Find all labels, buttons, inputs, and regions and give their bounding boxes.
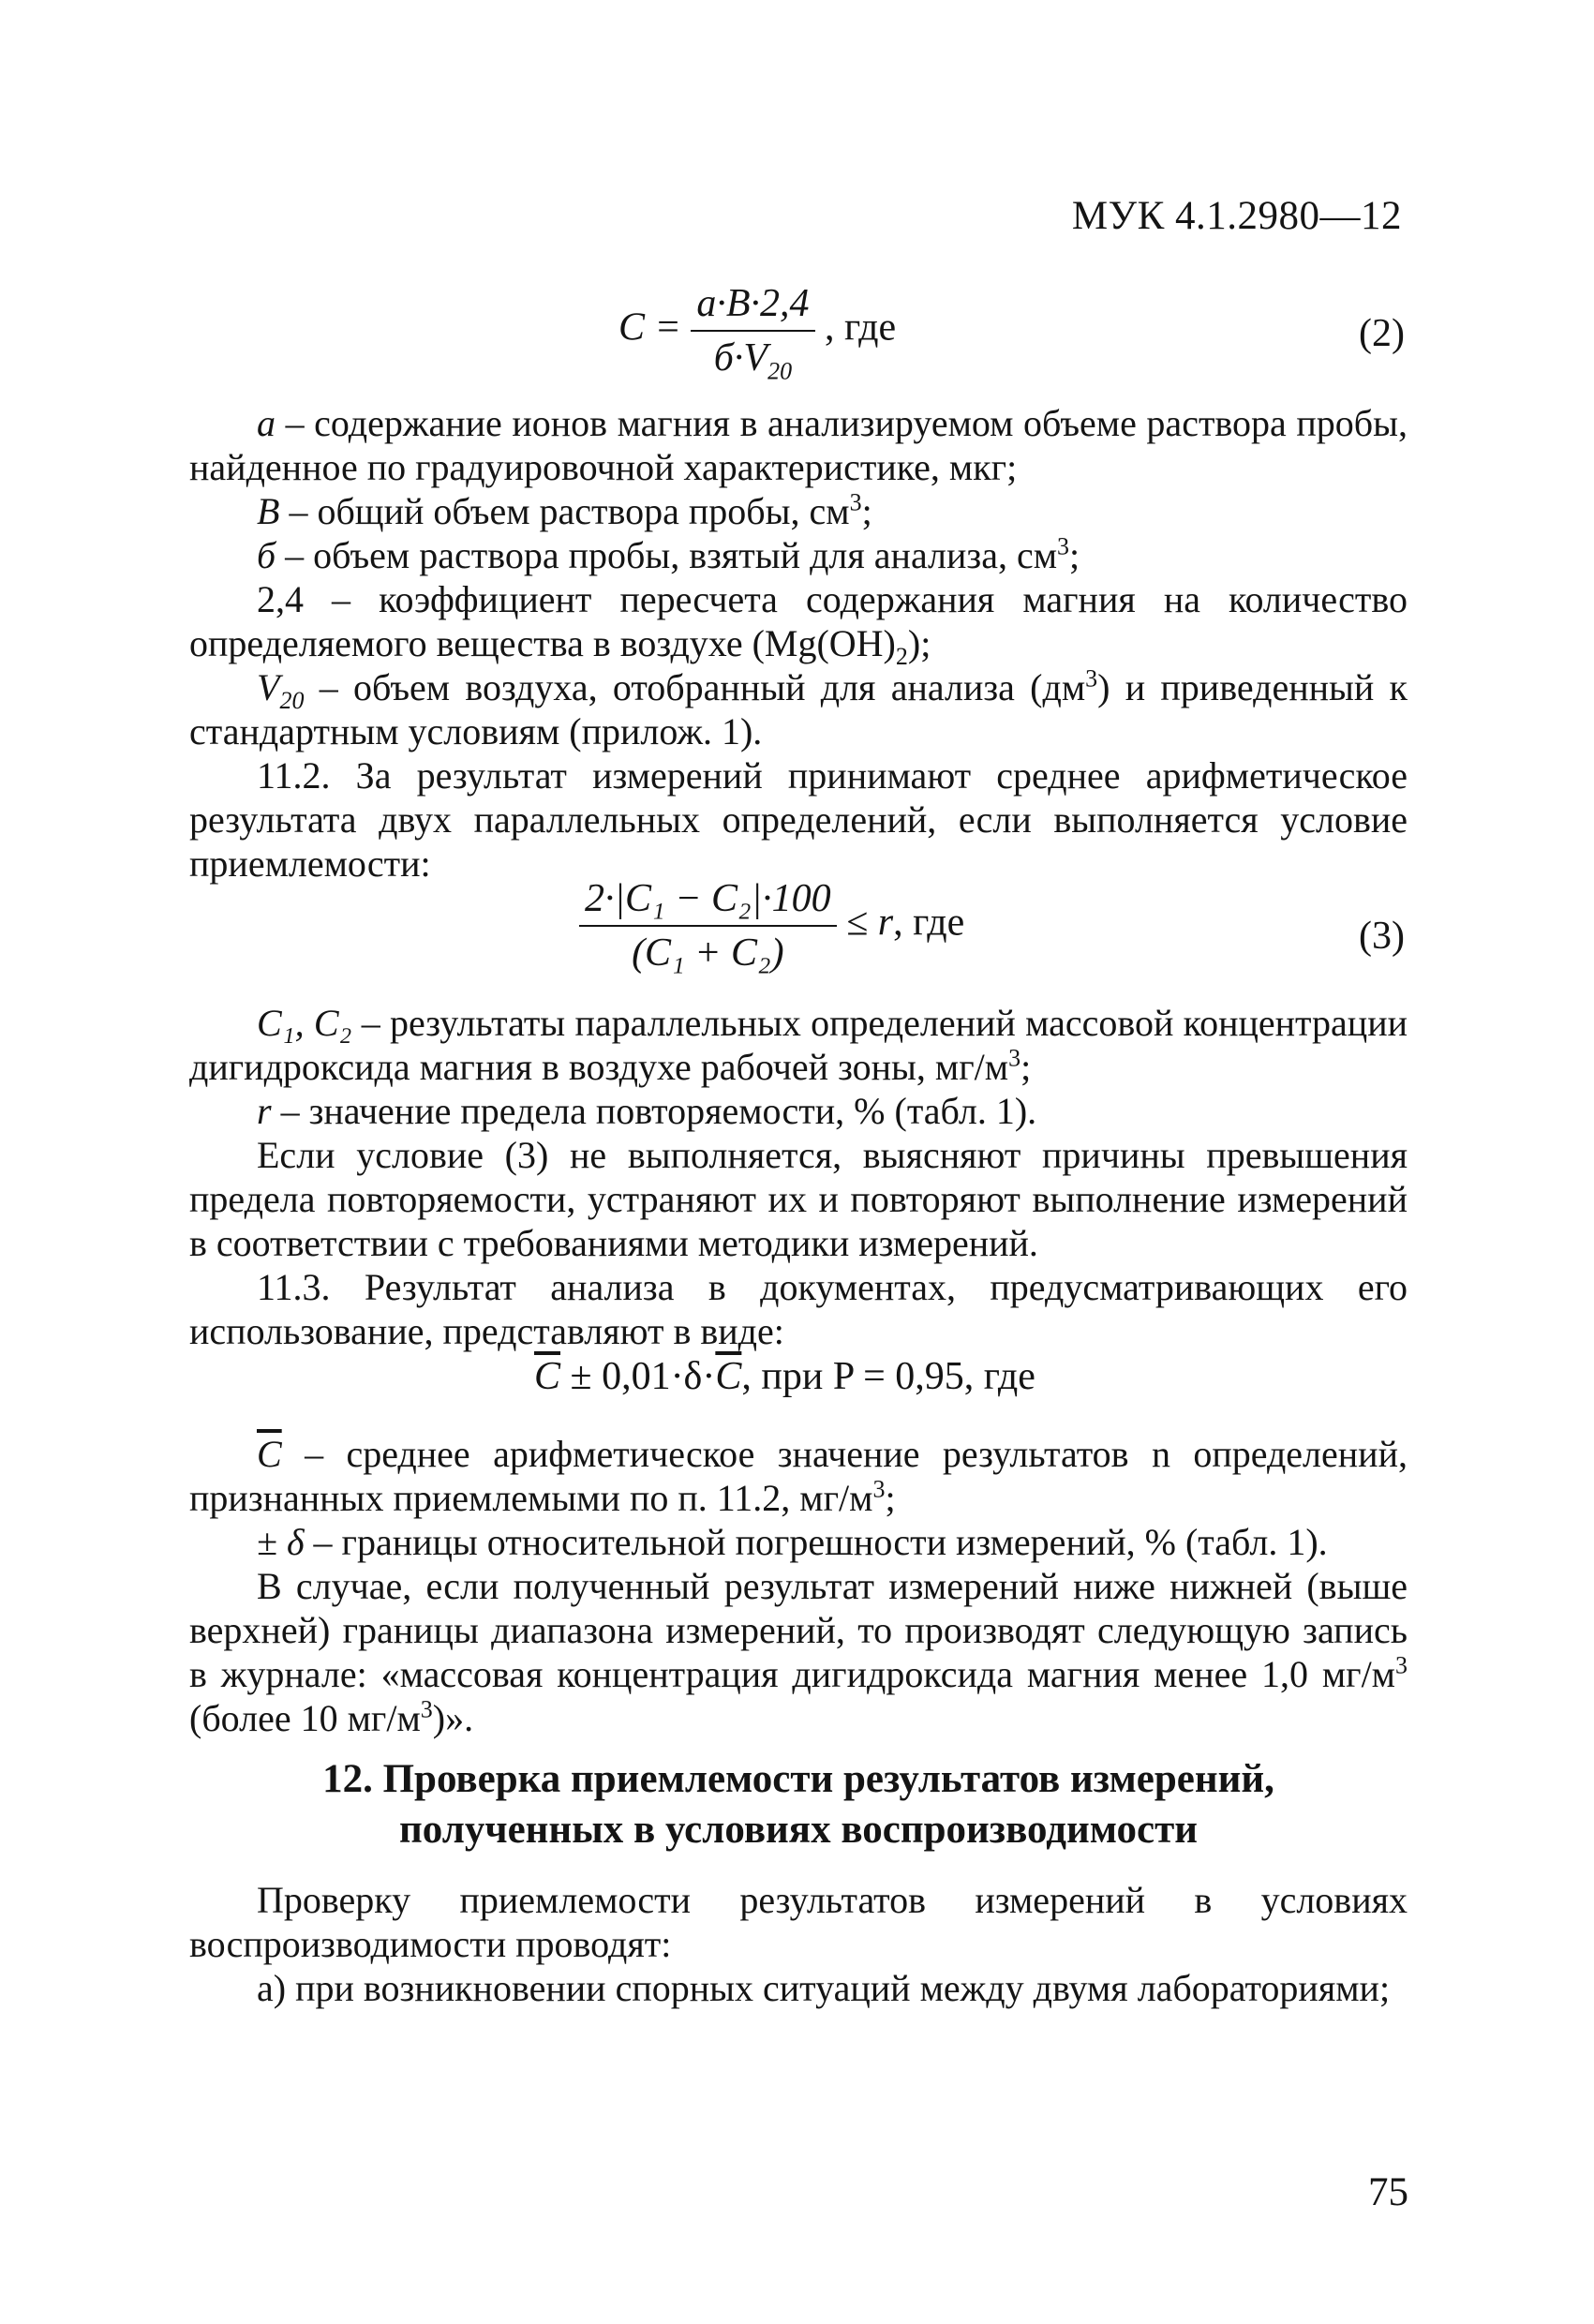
formula-2-numerator: a·B·2,4: [691, 281, 814, 332]
formula-3-suffix: , где: [893, 901, 965, 945]
definition-r: r – значение предела повторяемости, % (табл. 1).: [257, 1090, 1037, 1132]
definition-coefficient: 2,4 – коэффициент пересчета содержания магния на количество определяемого вещества в воздухе $(Mg(OH)_2)$;: [189, 578, 1408, 670]
formula-result-cbar-1: $\overline{C}$: [534, 1355, 561, 1398]
formula-2: [618, 281, 897, 385]
formula-2-lhs: C =: [618, 305, 681, 350]
formula-3-number: (3): [1359, 915, 1405, 958]
formula-result: [534, 1354, 1035, 1399]
formula-3-denominator: (C₁ + C₂): [632, 931, 784, 975]
definitions-block-3: [189, 1001, 1408, 1353]
section-12-body: [189, 1878, 1408, 2010]
definitions-block-4: [189, 1432, 1408, 1740]
definition-b: B – общий объем раствора пробы, $см^3$;: [257, 488, 872, 532]
paragraph-12-a: а) при возникновении спорных ситуаций между двумя лабораториями;: [257, 1967, 1391, 2009]
page-number: 75: [1368, 2170, 1408, 2214]
paragraph-11-3: 11.3. Результат анализа в документах, предусматривающих его использование, представляют в виде:: [189, 1266, 1408, 1352]
paragraph-12-intro: Проверку приемлемости результатов измерений в условиях воспроизводимости проводят:: [189, 1879, 1408, 1965]
formula-2-fraction: [691, 281, 814, 385]
definition-bb: б – объем раствора пробы, взятый для анализа, $см^3$;: [257, 532, 1080, 576]
section-12-title-line-2: полученных в условиях воспроизводимости: [398, 1808, 1199, 1852]
formula-result-tail: , при P = 0,95, где: [741, 1355, 1035, 1398]
definition-v20: $V_{20}$ – объем воздуха, отобранный для анализа $(дм^3)$ и приведенный к стандартным условиям (прилож. 1).: [189, 664, 1408, 752]
paragraph-condition: Если условие (3) не выполняется, выясняют причины превышения предела повторяемости, устраняют их и повторяют выполнение измерений в соответствии с требованиями методики измерений.: [189, 1134, 1408, 1264]
definition-delta: ± δ – границы относительной погрешности измерений, % (табл. 1).: [257, 1521, 1328, 1563]
formula-2-suffix: , где: [825, 305, 897, 350]
formula-2-denominator: $б\cdot V_{20}$: [713, 336, 793, 385]
section-12-heading: [189, 1754, 1408, 1855]
formula-3-fraction: [579, 876, 837, 976]
paragraph-case: В случае, если полученный результат измерений ниже нижней (выше верхней) границы диапазона измерений, то производят следующую запись в журнале: «массовая концентрация дигидроксида магния менее 1,0 $мг/м^3$ (более 10 $мг/м^3$)».: [189, 1565, 1408, 1739]
formula-result-cbar-2: $\overline{C}$: [715, 1355, 742, 1398]
definition-a: a – содержание ионов магния в анализируемом объеме раствора пробы, найденное по градуировочной характеристике, мкг;: [189, 402, 1408, 488]
formula-result-mid: ± 0,01·δ·: [560, 1355, 716, 1398]
formula-3: [579, 876, 964, 976]
formula-2-number: (2): [1359, 312, 1405, 355]
formula-3-rhs: ≤ r: [846, 901, 894, 945]
document-code: МУК 4.1.2980—12: [1071, 194, 1402, 238]
definitions-block-2: [189, 401, 1408, 886]
definition-cbar: $\overline{C}$ – среднее арифметическое значение результатов n определений, признанных приемлемыми по п. 11.2, $мг/м^3$;: [189, 1433, 1408, 1519]
paragraph-11-2: 11.2. За результат измерений принимают среднее арифметическое результата двух параллельных определений, если выполняется условие приемлемости:: [189, 754, 1408, 885]
definition-c1-c2: C₁, C₂ – результаты параллельных определений массовой концентрации дигидроксида магния в воздухе рабочей зоны, $мг/м^3$;: [189, 1002, 1408, 1088]
formula-3-numerator: 2·|C₁ − C₂|·100: [579, 876, 837, 927]
section-12-title-line-1: 12. Проверка приемлемости результатов измерений,: [322, 1757, 1274, 1801]
